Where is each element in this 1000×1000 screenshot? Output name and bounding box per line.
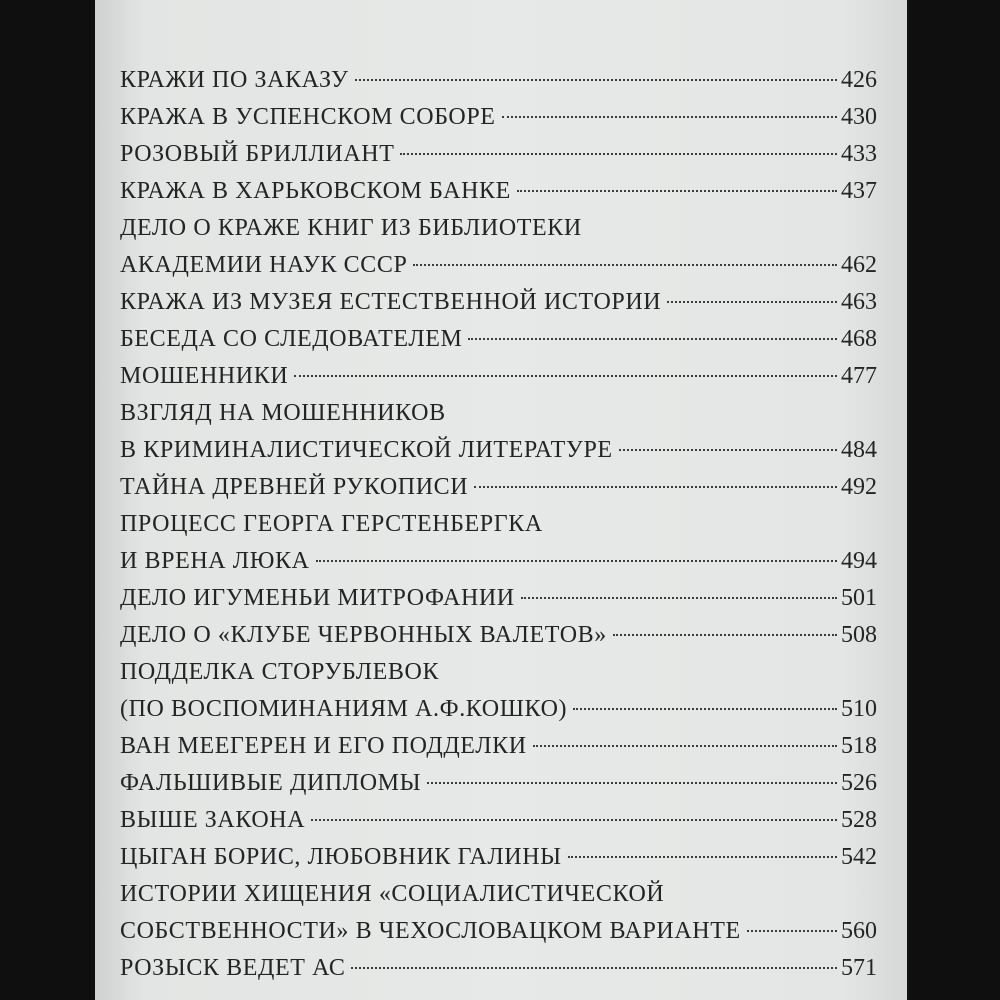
toc-entry-title: ИСТОРИИ ХИЩЕНИЯ «СОЦИАЛИСТИЧЕСКОЙ xyxy=(120,881,665,907)
toc-page-number: 462 xyxy=(841,252,877,278)
book-page xyxy=(95,0,907,1000)
toc-entry xyxy=(120,321,877,358)
dot-leader xyxy=(533,745,837,747)
toc-entry xyxy=(120,432,877,469)
dot-leader xyxy=(311,819,837,821)
toc-entry xyxy=(120,173,877,210)
toc-entry xyxy=(120,654,877,691)
toc-page-number: 463 xyxy=(841,289,877,315)
toc-page-number: 518 xyxy=(841,733,877,759)
toc-page-number: 571 xyxy=(841,955,877,981)
toc-page-number: 542 xyxy=(841,844,877,870)
toc-entry-title: ВЗГЛЯД НА МОШЕННИКОВ xyxy=(120,400,446,426)
toc-entry xyxy=(120,543,877,580)
toc-entry-title: В КРИМИНАЛИСТИЧЕСКОЙ ЛИТЕРАТУРЕ xyxy=(120,437,613,463)
toc-entry xyxy=(120,506,877,543)
toc-entry xyxy=(120,395,877,432)
toc-entry xyxy=(120,469,877,506)
toc-entry xyxy=(120,913,877,950)
toc-entry-title: КРАЖА ИЗ МУЗЕЯ ЕСТЕСТВЕННОЙ ИСТОРИИ xyxy=(120,289,662,315)
toc-entry xyxy=(120,876,877,913)
toc-entry xyxy=(120,950,877,987)
dot-leader xyxy=(355,79,837,81)
toc-entry xyxy=(120,802,877,839)
dot-leader xyxy=(468,338,837,340)
dot-leader xyxy=(613,634,837,636)
dot-leader xyxy=(521,597,837,599)
toc-page-number: 501 xyxy=(841,585,877,611)
table-of-contents xyxy=(120,62,877,987)
toc-page-number: 494 xyxy=(841,548,877,574)
toc-entry xyxy=(120,839,877,876)
toc-entry-title: ЦЫГАН БОРИС, ЛЮБОВНИК ГАЛИНЫ xyxy=(120,844,562,870)
toc-entry xyxy=(120,62,877,99)
toc-page-number: 430 xyxy=(841,104,877,130)
toc-entry xyxy=(120,617,877,654)
toc-entry xyxy=(120,99,877,136)
toc-entry-title: ДЕЛО ИГУМЕНЬИ МИТРОФАНИИ xyxy=(120,585,515,611)
dot-leader xyxy=(619,449,837,451)
toc-entry-title: КРАЖИ ПО ЗАКАЗУ xyxy=(120,67,349,93)
toc-page-number: 508 xyxy=(841,622,877,648)
dot-leader xyxy=(427,782,837,784)
toc-page-number: 426 xyxy=(841,67,877,93)
toc-entry xyxy=(120,247,877,284)
toc-page-number: 528 xyxy=(841,807,877,833)
toc-entry-title: РОЗЫСК ВЕДЕТ АС xyxy=(120,955,346,981)
dot-leader xyxy=(667,301,837,303)
toc-page-number: 433 xyxy=(841,141,877,167)
toc-page-number: 468 xyxy=(841,326,877,352)
dot-leader xyxy=(568,856,837,858)
dot-leader xyxy=(400,153,837,155)
toc-entry xyxy=(120,284,877,321)
dot-leader xyxy=(474,486,837,488)
toc-entry xyxy=(120,358,877,395)
toc-entry-title: ПРОЦЕСС ГЕОРГА ГЕРСТЕНБЕРГКА xyxy=(120,511,543,537)
toc-entry-title: РОЗОВЫЙ БРИЛЛИАНТ xyxy=(120,141,395,167)
toc-entry-title: (ПО ВОСПОМИНАНИЯМ А.Ф.КОШКО) xyxy=(120,696,568,722)
toc-page-number: 560 xyxy=(841,918,877,944)
toc-entry-title: И ВРЕНА ЛЮКА xyxy=(120,548,310,574)
toc-entry-title: ВАН МЕЕГЕРЕН И ЕГО ПОДДЕЛКИ xyxy=(120,733,527,759)
toc-entry-title: БЕСЕДА СО СЛЕДОВАТЕЛЕМ xyxy=(120,326,463,352)
toc-entry-title: ДЕЛО О КРАЖЕ КНИГ ИЗ БИБЛИОТЕКИ xyxy=(120,215,582,241)
toc-entry-title: СОБСТВЕННОСТИ» В ЧЕХОСЛОВАЦКОМ ВАРИАНТЕ xyxy=(120,918,741,944)
toc-page-number: 437 xyxy=(841,178,877,204)
dot-leader xyxy=(413,264,837,266)
toc-entry xyxy=(120,580,877,617)
toc-entry xyxy=(120,691,877,728)
toc-entry xyxy=(120,728,877,765)
dot-leader xyxy=(502,116,837,118)
toc-page-number: 484 xyxy=(841,437,877,463)
toc-entry xyxy=(120,210,877,247)
toc-entry-title: ПОДДЕЛКА СТОРУБЛЕВОК xyxy=(120,659,440,685)
toc-entry-title: ФАЛЬШИВЫЕ ДИПЛОМЫ xyxy=(120,770,422,796)
toc-entry-title: КРАЖА В УСПЕНСКОМ СОБОРЕ xyxy=(120,104,496,130)
toc-entry-title: АКАДЕМИИ НАУК СССР xyxy=(120,252,408,278)
toc-page-number: 526 xyxy=(841,770,877,796)
toc-entry-title: КРАЖА В ХАРЬКОВСКОМ БАНКЕ xyxy=(120,178,511,204)
toc-page-number: 492 xyxy=(841,474,877,500)
toc-entry-title: ДЕЛО О «КЛУБЕ ЧЕРВОННЫХ ВАЛЕТОВ» xyxy=(120,622,607,648)
dot-leader xyxy=(517,190,837,192)
toc-page-number: 510 xyxy=(841,696,877,722)
toc-entry-title: МОШЕННИКИ xyxy=(120,363,289,389)
toc-entry xyxy=(120,765,877,802)
toc-entry-title: ТАЙНА ДРЕВНЕЙ РУКОПИСИ xyxy=(120,474,469,500)
dot-leader xyxy=(747,930,837,932)
dot-leader xyxy=(573,708,837,710)
dot-leader xyxy=(294,375,837,377)
toc-page-number: 477 xyxy=(841,363,877,389)
toc-entry xyxy=(120,136,877,173)
dot-leader xyxy=(316,560,838,562)
dot-leader xyxy=(351,967,837,969)
toc-entry-title: ВЫШЕ ЗАКОНА xyxy=(120,807,306,833)
